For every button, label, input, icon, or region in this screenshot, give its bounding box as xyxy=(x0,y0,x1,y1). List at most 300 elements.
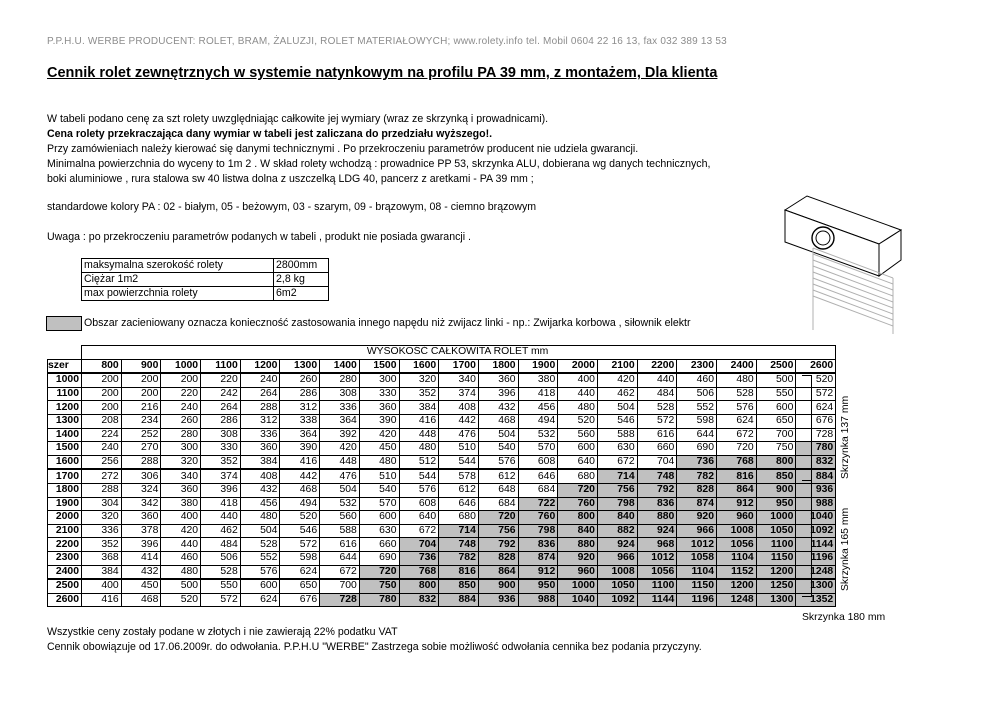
price-cell: 506 xyxy=(677,387,717,401)
price-cell-shaded: 748 xyxy=(637,469,677,483)
price-cell: 494 xyxy=(280,497,320,511)
intro-line-3: Przy zamówieniach należy kierować się danymi technicznymi . Po przekroczeniu parametrów producent nie udziela gwarancji. xyxy=(47,143,639,155)
price-cell: 494 xyxy=(518,414,558,428)
price-cell: 338 xyxy=(280,414,320,428)
height-header-row xyxy=(48,359,836,373)
price-cell: 540 xyxy=(359,483,399,497)
price-cell: 550 xyxy=(756,387,796,401)
price-cell-shaded: 736 xyxy=(399,551,439,565)
row-width: 1800 xyxy=(48,483,82,497)
price-cell: 576 xyxy=(240,565,280,579)
price-cell: 336 xyxy=(82,524,122,538)
price-cell: 308 xyxy=(201,428,241,442)
price-cell-shaded: 1300 xyxy=(756,593,796,607)
price-cell: 216 xyxy=(121,401,161,415)
price-cell: 352 xyxy=(82,538,122,552)
price-cell-shaded: 832 xyxy=(399,593,439,607)
price-cell-shaded: 966 xyxy=(597,551,637,565)
price-cell-shaded: 1152 xyxy=(717,565,757,579)
price-cell: 520 xyxy=(796,373,836,387)
spec-key: Ciężar 1m2 xyxy=(82,273,274,287)
price-cell: 408 xyxy=(240,469,280,483)
price-cell-shaded: 798 xyxy=(518,524,558,538)
price-cell: 500 xyxy=(756,373,796,387)
price-cell-shaded: 884 xyxy=(439,593,479,607)
spec-row xyxy=(82,273,329,287)
spec-value: 6m2 xyxy=(274,287,329,301)
price-cell-shaded: 720 xyxy=(558,483,598,497)
price-cell: 532 xyxy=(518,428,558,442)
price-cell-shaded: 1196 xyxy=(677,593,717,607)
price-cell: 432 xyxy=(121,565,161,579)
spec-value: 2800mm xyxy=(274,259,329,273)
price-cell: 704 xyxy=(637,455,677,469)
price-cell: 630 xyxy=(597,442,637,456)
price-cell: 220 xyxy=(161,387,201,401)
price-cell: 468 xyxy=(121,593,161,607)
price-cell-shaded: 816 xyxy=(439,565,479,579)
price-cell: 336 xyxy=(240,428,280,442)
caption-spacer xyxy=(48,346,82,360)
price-cell-shaded: 1050 xyxy=(756,524,796,538)
price-cell: 374 xyxy=(439,387,479,401)
height-header: 1800 xyxy=(478,359,518,373)
price-cell-shaded: 924 xyxy=(597,538,637,552)
price-cell: 200 xyxy=(82,387,122,401)
price-cell: 644 xyxy=(320,551,360,565)
price-cell: 480 xyxy=(558,401,598,415)
price-cell: 576 xyxy=(717,401,757,415)
price-cell: 578 xyxy=(439,469,479,483)
price-cell: 640 xyxy=(558,455,598,469)
price-cell-shaded: 714 xyxy=(597,469,637,483)
height-header: 1900 xyxy=(518,359,558,373)
price-cell-shaded: 1144 xyxy=(637,593,677,607)
price-cell-shaded: 936 xyxy=(796,483,836,497)
price-cell-shaded: 882 xyxy=(597,524,637,538)
price-cell: 288 xyxy=(121,455,161,469)
price-cell: 200 xyxy=(82,401,122,415)
price-cell: 280 xyxy=(320,373,360,387)
price-cell: 676 xyxy=(796,414,836,428)
price-cell: 420 xyxy=(320,442,360,456)
box-180-label: Skrzynka 180 mm xyxy=(802,612,886,623)
price-cell-shaded: 1012 xyxy=(637,551,677,565)
price-cell: 420 xyxy=(359,428,399,442)
price-cell: 384 xyxy=(399,401,439,415)
box-137-label: Skrzynka 137 mm xyxy=(840,395,851,479)
price-cell: 340 xyxy=(161,469,201,483)
price-cell: 532 xyxy=(320,497,360,511)
price-cell-shaded: 780 xyxy=(796,442,836,456)
intro-line-1: W tabeli podano cenę za szt rolety uwzględniając całkowite jej wymiary (wraz ze skrzynką i prowadnicami). xyxy=(47,113,549,125)
price-cell: 616 xyxy=(320,538,360,552)
price-cell-shaded: 800 xyxy=(558,511,598,525)
price-cell-shaded: 800 xyxy=(399,579,439,593)
price-cell: 360 xyxy=(478,373,518,387)
price-cell: 440 xyxy=(637,373,677,387)
price-cell: 690 xyxy=(359,551,399,565)
price-cell: 384 xyxy=(82,565,122,579)
price-cell: 420 xyxy=(161,524,201,538)
height-header: 2600 xyxy=(796,359,836,373)
price-cell: 646 xyxy=(518,469,558,483)
price-cell: 456 xyxy=(518,401,558,415)
price-cell: 608 xyxy=(518,455,558,469)
table-row xyxy=(48,455,836,469)
price-cell-shaded: 836 xyxy=(637,497,677,511)
price-cell-shaded: 950 xyxy=(518,579,558,593)
price-cell: 612 xyxy=(439,483,479,497)
price-cell-shaded: 1300 xyxy=(796,579,836,593)
row-width: 1200 xyxy=(48,401,82,415)
price-cell: 684 xyxy=(478,497,518,511)
price-cell: 550 xyxy=(201,579,241,593)
roller-shutter-illustration xyxy=(783,190,903,335)
price-cell: 750 xyxy=(756,442,796,456)
height-header: 2200 xyxy=(637,359,677,373)
price-cell: 672 xyxy=(320,565,360,579)
price-cell-shaded: 874 xyxy=(518,551,558,565)
price-cell: 390 xyxy=(280,442,320,456)
price-cell: 684 xyxy=(518,483,558,497)
height-header: 1500 xyxy=(359,359,399,373)
table-caption: WYSOKOŚĆ CAŁKOWITA ROLET mm xyxy=(82,346,836,360)
table-row xyxy=(48,483,836,497)
price-cell: 700 xyxy=(320,579,360,593)
price-cell: 306 xyxy=(121,469,161,483)
price-cell-shaded: 920 xyxy=(677,511,717,525)
price-cell: 440 xyxy=(558,387,598,401)
price-cell: 544 xyxy=(399,469,439,483)
price-cell-shaded: 1056 xyxy=(637,565,677,579)
price-cell: 476 xyxy=(439,428,479,442)
price-cell: 360 xyxy=(240,442,280,456)
price-cell: 672 xyxy=(717,428,757,442)
price-cell-shaded: 1040 xyxy=(558,593,598,607)
price-cell: 400 xyxy=(161,511,201,525)
row-width: 2300 xyxy=(48,551,82,565)
table-row xyxy=(48,387,836,401)
row-width: 1700 xyxy=(48,469,82,483)
price-cell-shaded: 960 xyxy=(558,565,598,579)
table-row xyxy=(48,469,836,483)
price-cell-shaded: 1008 xyxy=(597,565,637,579)
price-cell-shaded: 1056 xyxy=(717,538,757,552)
price-cell-shaded: 880 xyxy=(637,511,677,525)
spec-row xyxy=(82,287,329,301)
intro-line-5: boki aluminiowe , rura stalowa sw 40 listwa dolna z uszczelką LDG 40, pancerz z aretkami - PA 39 mm ; xyxy=(47,173,534,185)
price-cell: 598 xyxy=(280,551,320,565)
price-cell: 528 xyxy=(717,387,757,401)
price-cell: 520 xyxy=(161,593,201,607)
table-row xyxy=(48,373,836,387)
price-cell: 460 xyxy=(161,551,201,565)
price-cell: 330 xyxy=(359,387,399,401)
price-cell: 280 xyxy=(161,428,201,442)
price-cell: 360 xyxy=(121,511,161,525)
spec-row xyxy=(82,259,329,273)
shaded-legend-swatch xyxy=(46,316,82,331)
price-cell-shaded: 864 xyxy=(478,565,518,579)
price-cell: 320 xyxy=(82,511,122,525)
table-row xyxy=(48,497,836,511)
price-cell: 572 xyxy=(201,593,241,607)
price-cell: 324 xyxy=(121,483,161,497)
price-cell: 352 xyxy=(201,455,241,469)
price-cell-shaded: 884 xyxy=(796,469,836,483)
price-cell: 364 xyxy=(280,428,320,442)
price-cell: 468 xyxy=(280,483,320,497)
price-cell: 676 xyxy=(280,593,320,607)
price-cell: 400 xyxy=(82,579,122,593)
price-cell: 560 xyxy=(558,428,598,442)
price-cell: 416 xyxy=(82,593,122,607)
price-cell: 256 xyxy=(82,455,122,469)
shaded-legend-text: Obszar zacieniowany oznacza konieczność zastosowania innego napędu niż zwijacz linki - np.: Zwijarka korbowa , siłownik elektr xyxy=(84,317,691,329)
price-cell-shaded: 782 xyxy=(439,551,479,565)
box-137-bracket xyxy=(802,375,812,481)
price-cell-shaded: 798 xyxy=(597,497,637,511)
box-165-label: Skrzynka 165 mm xyxy=(840,507,851,591)
price-cell: 480 xyxy=(399,442,439,456)
warning-line: Uwaga : po przekroczeniu parametrów podanych w tabeli , produkt nie posiada gwarancji . xyxy=(47,231,471,243)
row-width: 2000 xyxy=(48,511,82,525)
price-cell: 200 xyxy=(161,373,201,387)
price-cell: 624 xyxy=(717,414,757,428)
row-width: 1900 xyxy=(48,497,82,511)
price-cell-shaded: 768 xyxy=(717,455,757,469)
price-cell-shaded: 728 xyxy=(320,593,360,607)
price-cell: 600 xyxy=(756,401,796,415)
row-width: 1500 xyxy=(48,442,82,456)
table-row xyxy=(48,593,836,607)
price-cell: 650 xyxy=(280,579,320,593)
price-cell: 510 xyxy=(359,469,399,483)
price-cell: 728 xyxy=(796,428,836,442)
height-header: 2000 xyxy=(558,359,598,373)
spec-key: max powierzchnia rolety xyxy=(82,287,274,301)
price-cell: 546 xyxy=(280,524,320,538)
height-header: 1100 xyxy=(201,359,241,373)
price-cell: 264 xyxy=(240,387,280,401)
spec-table xyxy=(81,258,329,301)
price-cell: 506 xyxy=(201,551,241,565)
price-cell: 200 xyxy=(121,373,161,387)
price-cell: 572 xyxy=(796,387,836,401)
price-cell: 504 xyxy=(320,483,360,497)
price-cell: 608 xyxy=(399,497,439,511)
price-cell: 240 xyxy=(161,401,201,415)
price-cell: 432 xyxy=(478,401,518,415)
price-cell: 304 xyxy=(82,497,122,511)
price-table xyxy=(47,345,836,607)
price-cell: 240 xyxy=(82,442,122,456)
price-cell-shaded: 850 xyxy=(756,469,796,483)
price-cell-shaded: 840 xyxy=(558,524,598,538)
price-cell: 456 xyxy=(240,497,280,511)
price-cell: 672 xyxy=(399,524,439,538)
price-cell: 680 xyxy=(558,469,598,483)
price-cell: 660 xyxy=(359,538,399,552)
price-cell: 450 xyxy=(121,579,161,593)
price-cell-shaded: 792 xyxy=(478,538,518,552)
price-cell: 576 xyxy=(478,455,518,469)
price-cell: 462 xyxy=(597,387,637,401)
price-cell: 552 xyxy=(677,401,717,415)
height-header: 1600 xyxy=(399,359,439,373)
price-cell-shaded: 960 xyxy=(717,511,757,525)
table-row xyxy=(48,524,836,538)
price-cell: 630 xyxy=(359,524,399,538)
row-width: 2100 xyxy=(48,524,82,538)
price-cell-shaded: 966 xyxy=(677,524,717,538)
price-cell: 384 xyxy=(240,455,280,469)
price-cell-shaded: 1008 xyxy=(717,524,757,538)
price-cell: 200 xyxy=(121,387,161,401)
price-cell: 432 xyxy=(240,483,280,497)
price-cell-shaded: 736 xyxy=(677,455,717,469)
price-cell: 378 xyxy=(121,524,161,538)
price-cell: 510 xyxy=(439,442,479,456)
price-cell-shaded: 900 xyxy=(756,483,796,497)
price-cell-shaded: 704 xyxy=(399,538,439,552)
price-cell: 600 xyxy=(240,579,280,593)
price-cell: 352 xyxy=(399,387,439,401)
price-cell: 220 xyxy=(201,373,241,387)
price-cell: 392 xyxy=(320,428,360,442)
price-cell: 450 xyxy=(359,442,399,456)
price-cell: 462 xyxy=(201,524,241,538)
intro-paragraph xyxy=(47,112,710,187)
price-cell-shaded: 1200 xyxy=(717,579,757,593)
price-cell: 624 xyxy=(280,565,320,579)
price-cell-shaded: 828 xyxy=(677,483,717,497)
price-cell: 420 xyxy=(597,373,637,387)
price-cell-shaded: 1200 xyxy=(756,565,796,579)
price-cell: 288 xyxy=(82,483,122,497)
price-cell-shaded: 912 xyxy=(717,497,757,511)
price-cell: 368 xyxy=(82,551,122,565)
height-header: 2100 xyxy=(597,359,637,373)
price-cell: 264 xyxy=(201,401,241,415)
row-width: 2600 xyxy=(48,593,82,607)
spec-value: 2,8 kg xyxy=(274,273,329,287)
price-cell-shaded: 1144 xyxy=(796,538,836,552)
price-cell-shaded: 782 xyxy=(677,469,717,483)
table-row xyxy=(48,579,836,593)
price-cell-shaded: 1196 xyxy=(796,551,836,565)
price-cell: 640 xyxy=(399,511,439,525)
price-cell: 660 xyxy=(637,442,677,456)
price-cell: 570 xyxy=(518,442,558,456)
price-cell-shaded: 756 xyxy=(478,524,518,538)
price-cell: 484 xyxy=(201,538,241,552)
price-cell-shaded: 1100 xyxy=(756,538,796,552)
price-cell: 360 xyxy=(359,401,399,415)
price-cell: 286 xyxy=(201,414,241,428)
price-cell: 208 xyxy=(82,414,122,428)
price-cell: 320 xyxy=(161,455,201,469)
price-cell: 408 xyxy=(439,401,479,415)
price-cell-shaded: 924 xyxy=(637,524,677,538)
table-row xyxy=(48,414,836,428)
price-cell-shaded: 816 xyxy=(717,469,757,483)
price-cell: 440 xyxy=(161,538,201,552)
price-cell-shaded: 912 xyxy=(518,565,558,579)
table-row xyxy=(48,511,836,525)
price-cell: 480 xyxy=(161,565,201,579)
price-cell: 624 xyxy=(796,401,836,415)
price-cell: 528 xyxy=(201,565,241,579)
price-cell-shaded: 720 xyxy=(478,511,518,525)
price-cell-shaded: 756 xyxy=(597,483,637,497)
price-cell: 300 xyxy=(359,373,399,387)
row-width: 1600 xyxy=(48,455,82,469)
price-cell: 260 xyxy=(280,373,320,387)
price-cell-shaded: 900 xyxy=(478,579,518,593)
price-cell: 600 xyxy=(558,442,598,456)
price-cell-shaded: 720 xyxy=(359,565,399,579)
price-cell-shaded: 1100 xyxy=(637,579,677,593)
price-cell: 200 xyxy=(82,373,122,387)
height-header: 1000 xyxy=(161,359,201,373)
price-cell: 224 xyxy=(82,428,122,442)
price-cell: 648 xyxy=(478,483,518,497)
price-cell: 560 xyxy=(320,511,360,525)
price-cell-shaded: 768 xyxy=(399,565,439,579)
price-cell: 520 xyxy=(558,414,598,428)
price-cell-shaded: 748 xyxy=(439,538,479,552)
price-cell-shaded: 1150 xyxy=(756,551,796,565)
price-cell: 380 xyxy=(518,373,558,387)
row-width: 2400 xyxy=(48,565,82,579)
price-cell: 270 xyxy=(121,442,161,456)
price-cell-shaded: 722 xyxy=(518,497,558,511)
colors-line: standardowe kolory PA : 02 - białym, 05 - beżowym, 03 - szarym, 09 - brązowym, 08 - ciemno brązowym xyxy=(47,201,537,213)
price-cell-shaded: 936 xyxy=(478,593,518,607)
price-cell: 286 xyxy=(280,387,320,401)
price-cell: 312 xyxy=(240,414,280,428)
price-cell-shaded: 1050 xyxy=(597,579,637,593)
price-cell: 612 xyxy=(478,469,518,483)
footer-vat-note: Wszystkie ceny zostały podane w złotych i nie zawierają 22% podatku VAT xyxy=(47,626,398,638)
price-cell: 272 xyxy=(82,469,122,483)
table-row xyxy=(48,538,836,552)
price-cell: 440 xyxy=(201,511,241,525)
price-cell: 512 xyxy=(399,455,439,469)
price-cell-shaded: 874 xyxy=(677,497,717,511)
price-cell: 480 xyxy=(240,511,280,525)
price-cell: 672 xyxy=(597,455,637,469)
price-cell: 448 xyxy=(320,455,360,469)
price-cell: 396 xyxy=(121,538,161,552)
price-cell-shaded: 920 xyxy=(558,551,598,565)
price-cell: 690 xyxy=(677,442,717,456)
price-cell: 400 xyxy=(558,373,598,387)
price-cell: 650 xyxy=(756,414,796,428)
price-cell: 418 xyxy=(518,387,558,401)
price-cell-shaded: 1104 xyxy=(677,565,717,579)
price-cell: 418 xyxy=(201,497,241,511)
price-cell: 546 xyxy=(597,414,637,428)
price-cell-shaded: 850 xyxy=(439,579,479,593)
price-cell: 260 xyxy=(161,414,201,428)
price-cell: 448 xyxy=(399,428,439,442)
price-cell: 552 xyxy=(240,551,280,565)
price-cell: 240 xyxy=(240,373,280,387)
price-cell: 416 xyxy=(399,414,439,428)
